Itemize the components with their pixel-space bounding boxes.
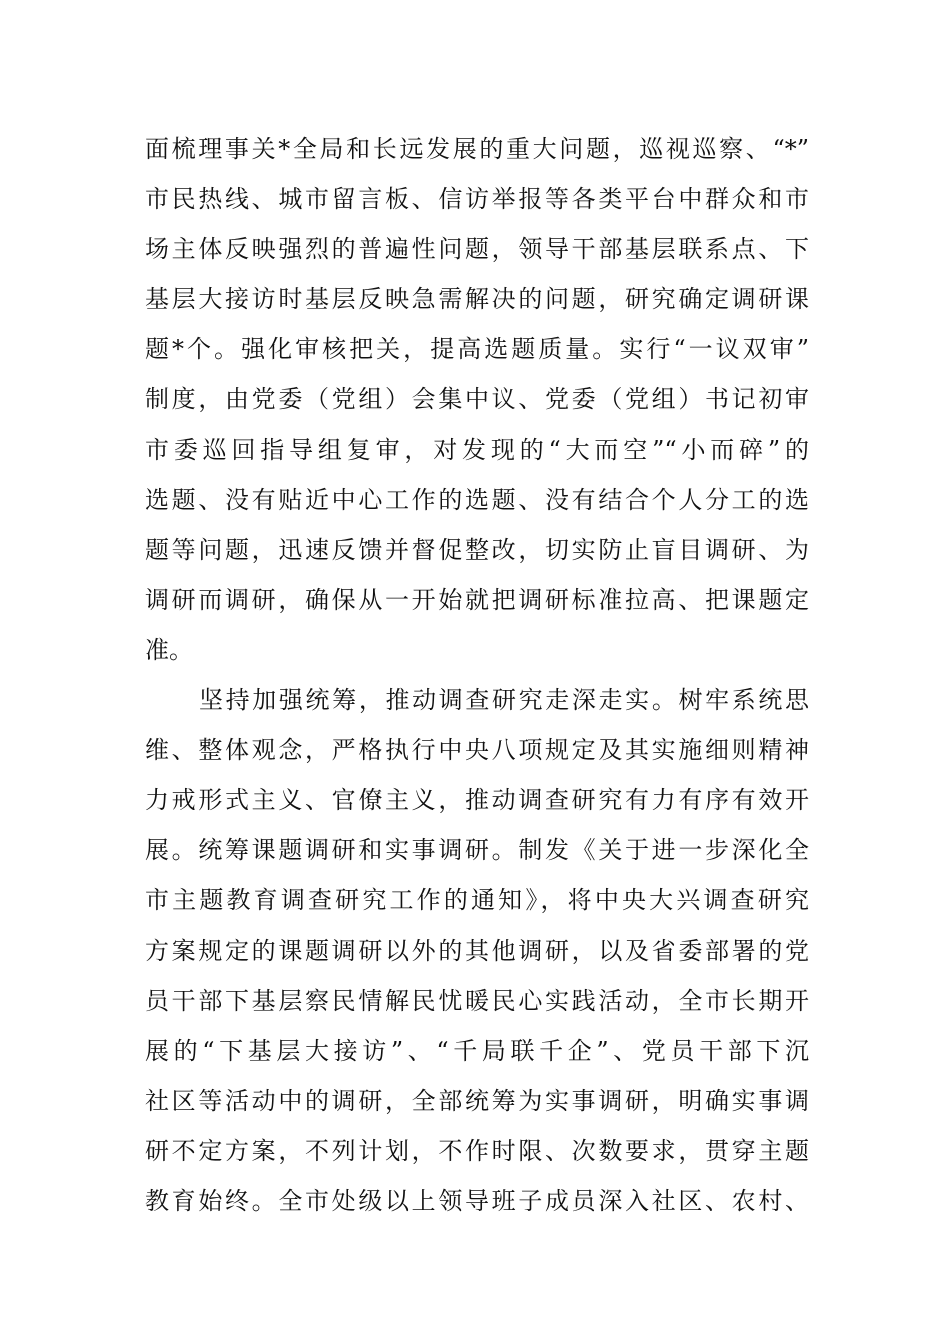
paragraph-line: 题等问题，迅速反馈并督促整改，切实防止盲目调研、为	[145, 535, 809, 564]
paragraph-line: 维、整体观念，严格执行中央八项规定及其实施细则精神	[145, 736, 809, 765]
paragraph-line: 教育始终。全市处级以上领导班子成员深入社区、农村、	[145, 1186, 809, 1215]
paragraph-line: 力戒形式主义、官僚主义，推动调查研究有力有序有效开	[145, 786, 809, 815]
paragraph-line: 市主题教育调查研究工作的通知》，将中央大兴调查研究	[145, 886, 809, 915]
paragraph-line: 准。	[145, 635, 193, 664]
paragraph-line: 研不定方案，不列计划，不作时限、次数要求，贯穿主题	[145, 1136, 809, 1165]
paragraph-line: 选题、没有贴近中心工作的选题、没有结合个人分工的选	[145, 485, 809, 514]
paragraph-line: 调研而调研，确保从一开始就把调研标准拉高、把课题定	[145, 585, 809, 614]
paragraph-line: 坚持加强统筹，推动调查研究走深走实。树牢系统思	[199, 686, 809, 715]
paragraph-line: 场主体反映强烈的普遍性问题，领导干部基层联系点、下	[145, 235, 809, 264]
paragraph-line: 社区等活动中的调研，全部统筹为实事调研，明确实事调	[145, 1086, 809, 1115]
paragraph-1	[145, 124, 809, 675]
paragraph-line: 方案规定的课题调研以外的其他调研，以及省委部署的党	[145, 936, 809, 965]
paragraph-line: 基层大接访时基层反映急需解决的问题，研究确定调研课	[145, 285, 809, 314]
paragraph-line: 展的“下基层大接访”、“千局联千企”、党员干部下沉	[145, 1036, 809, 1065]
paragraph-line: 市民热线、城市留言板、信访举报等各类平台中群众和市	[145, 185, 809, 214]
paragraph-2	[145, 675, 809, 1226]
paragraph-line: 制度，由党委（党组）会集中议、党委（党组）书记初审	[145, 385, 809, 414]
document-body	[145, 124, 809, 1226]
paragraph-line: 面梳理事关*全局和长远发展的重大问题，巡视巡察、“*”	[145, 135, 809, 163]
paragraph-line: 员干部下基层察民情解民忧暖民心实践活动，全市长期开	[145, 986, 809, 1015]
paragraph-line: 题*个。强化审核把关，提高选题质量。实行“一议双审”	[145, 335, 809, 364]
paragraph-line: 市委巡回指导组复审，对发现的“大而空”“小而碎”的	[145, 435, 809, 464]
paragraph-line: 展。统筹课题调研和实事调研。制发《关于进一步深化全	[145, 836, 809, 865]
